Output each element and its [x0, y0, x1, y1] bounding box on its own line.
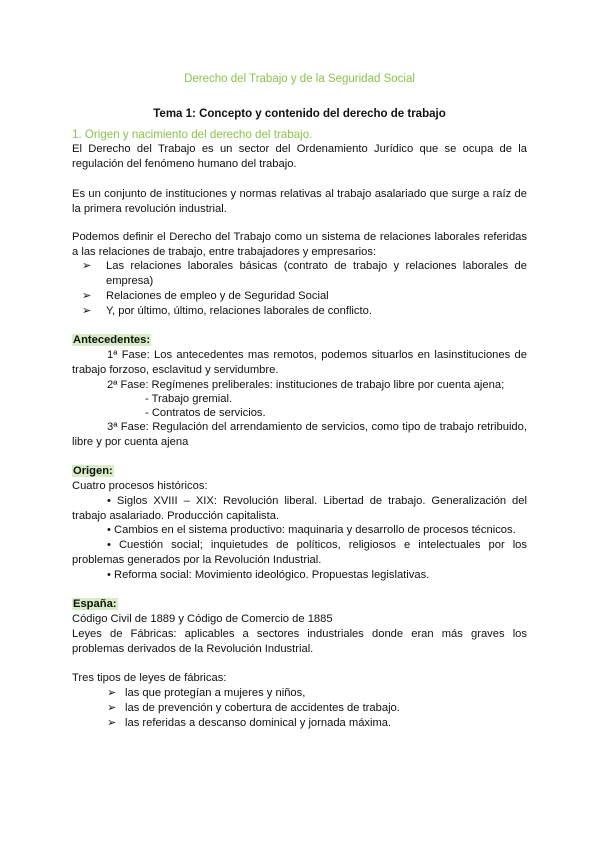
list-item: [82, 304, 527, 319]
list-item: [107, 716, 527, 731]
arrow-bullet-icon: ➢: [82, 305, 92, 317]
espana-leyes: Leyes de Fábricas: aplicables a sectores industriales donde eran más graves los problemas derivados de la Revolución Industrial.: [72, 628, 527, 655]
list-leyes: [107, 686, 527, 731]
arrow-bullet-icon: ➢: [107, 717, 117, 729]
section-1-title: 1. Origen y nacimiento del derecho del trabajo.: [72, 128, 313, 141]
document-title: Derecho del Trabajo y de la Seguridad Social: [184, 73, 415, 85]
arrow-bullet-icon: ➢: [82, 290, 92, 302]
origen-item: • Cuestión social; inquietudes de políticos, religiosos e intelectuales por los problemas generados por la Revolución Industrial.: [72, 539, 527, 566]
antecedentes-section: [72, 333, 527, 348]
arrow-bullet-icon: ➢: [107, 702, 117, 714]
origen-item: • Reforma social: Movimiento ideológico. Propuestas legislativas.: [107, 569, 430, 581]
list-relaciones: [82, 259, 527, 319]
fase-2-item: - Trabajo gremial.: [145, 393, 233, 405]
list-item: [82, 259, 527, 289]
espana-codigo: Código Civil de 1889 y Código de Comercio de 1885: [72, 613, 333, 625]
list-item-text: Las relaciones laborales básicas (contrato de trabajo y relaciones laborales de empresa): [106, 260, 527, 287]
espana-section: [72, 597, 527, 612]
list-item: [107, 686, 527, 701]
espana-heading: España:: [73, 598, 117, 610]
fase-2: 2ª Fase: Regímenes preliberales: instituciones de trabajo libre por cuenta ajena;: [107, 379, 505, 391]
paragraph-definition: El Derecho del Trabajo es un sector del Ordenamiento Jurídico que se ocupa de la regulación del fenómeno humano del trabajo.: [72, 143, 527, 170]
paragraph-instituciones: Es un conjunto de instituciones y normas relativas al trabajo asalariado que surge a raíz de la primera revolución industrial.: [72, 188, 527, 215]
fase-1: 1ª Fase: Los antecedentes mas remotos, podemos situarlos en lasinstituciones de trabajo forzoso, esclavitud y servidumbre.: [72, 349, 527, 376]
antecedentes-heading: Antecedentes:: [73, 334, 151, 346]
fase-2-item: - Contratos de servicios.: [145, 407, 266, 419]
origen-item: • Cambios en el sistema productivo: maquinaria y desarrollo de procesos técnicos.: [107, 524, 516, 536]
paragraph-sistema: Podemos definir el Derecho del Trabajo como un sistema de relaciones laborales referidas a las relaciones de trabajo, entre trabajadores y empresarios:: [72, 231, 527, 258]
tres-tipos: Tres tipos de leyes de fábricas:: [72, 672, 227, 684]
origen-intro: Cuatro procesos históricos:: [72, 480, 208, 492]
list-item: [107, 701, 527, 716]
list-item-text: Y, por último, último, relaciones laborales de conflicto.: [106, 305, 372, 317]
origen-section: [72, 464, 527, 479]
origen-item: • Siglos XVIII – XIX: Revolución liberal. Libertad de trabajo. Generalización del trabajo asalariado. Producción capitalista.: [72, 495, 527, 522]
fase-3: 3ª Fase: Regulación del arrendamiento de servicios, como tipo de trabajo retribuido, libre y por cuenta ajena: [72, 421, 527, 448]
list-item: [82, 289, 527, 304]
list-item-text: Relaciones de empleo y de Seguridad Social: [106, 290, 329, 302]
list-item-text: las de prevención y cobertura de accidentes de trabajo.: [125, 702, 400, 714]
list-item-text: las que protegían a mujeres y niños,: [125, 687, 306, 699]
arrow-bullet-icon: ➢: [82, 260, 92, 272]
tema-heading: Tema 1: Concepto y contenido del derecho de trabajo: [153, 108, 446, 120]
arrow-bullet-icon: ➢: [107, 687, 117, 699]
list-item-text: las referidas a descanso dominical y jornada máxima.: [125, 717, 392, 729]
origen-heading: Origen:: [73, 465, 113, 477]
